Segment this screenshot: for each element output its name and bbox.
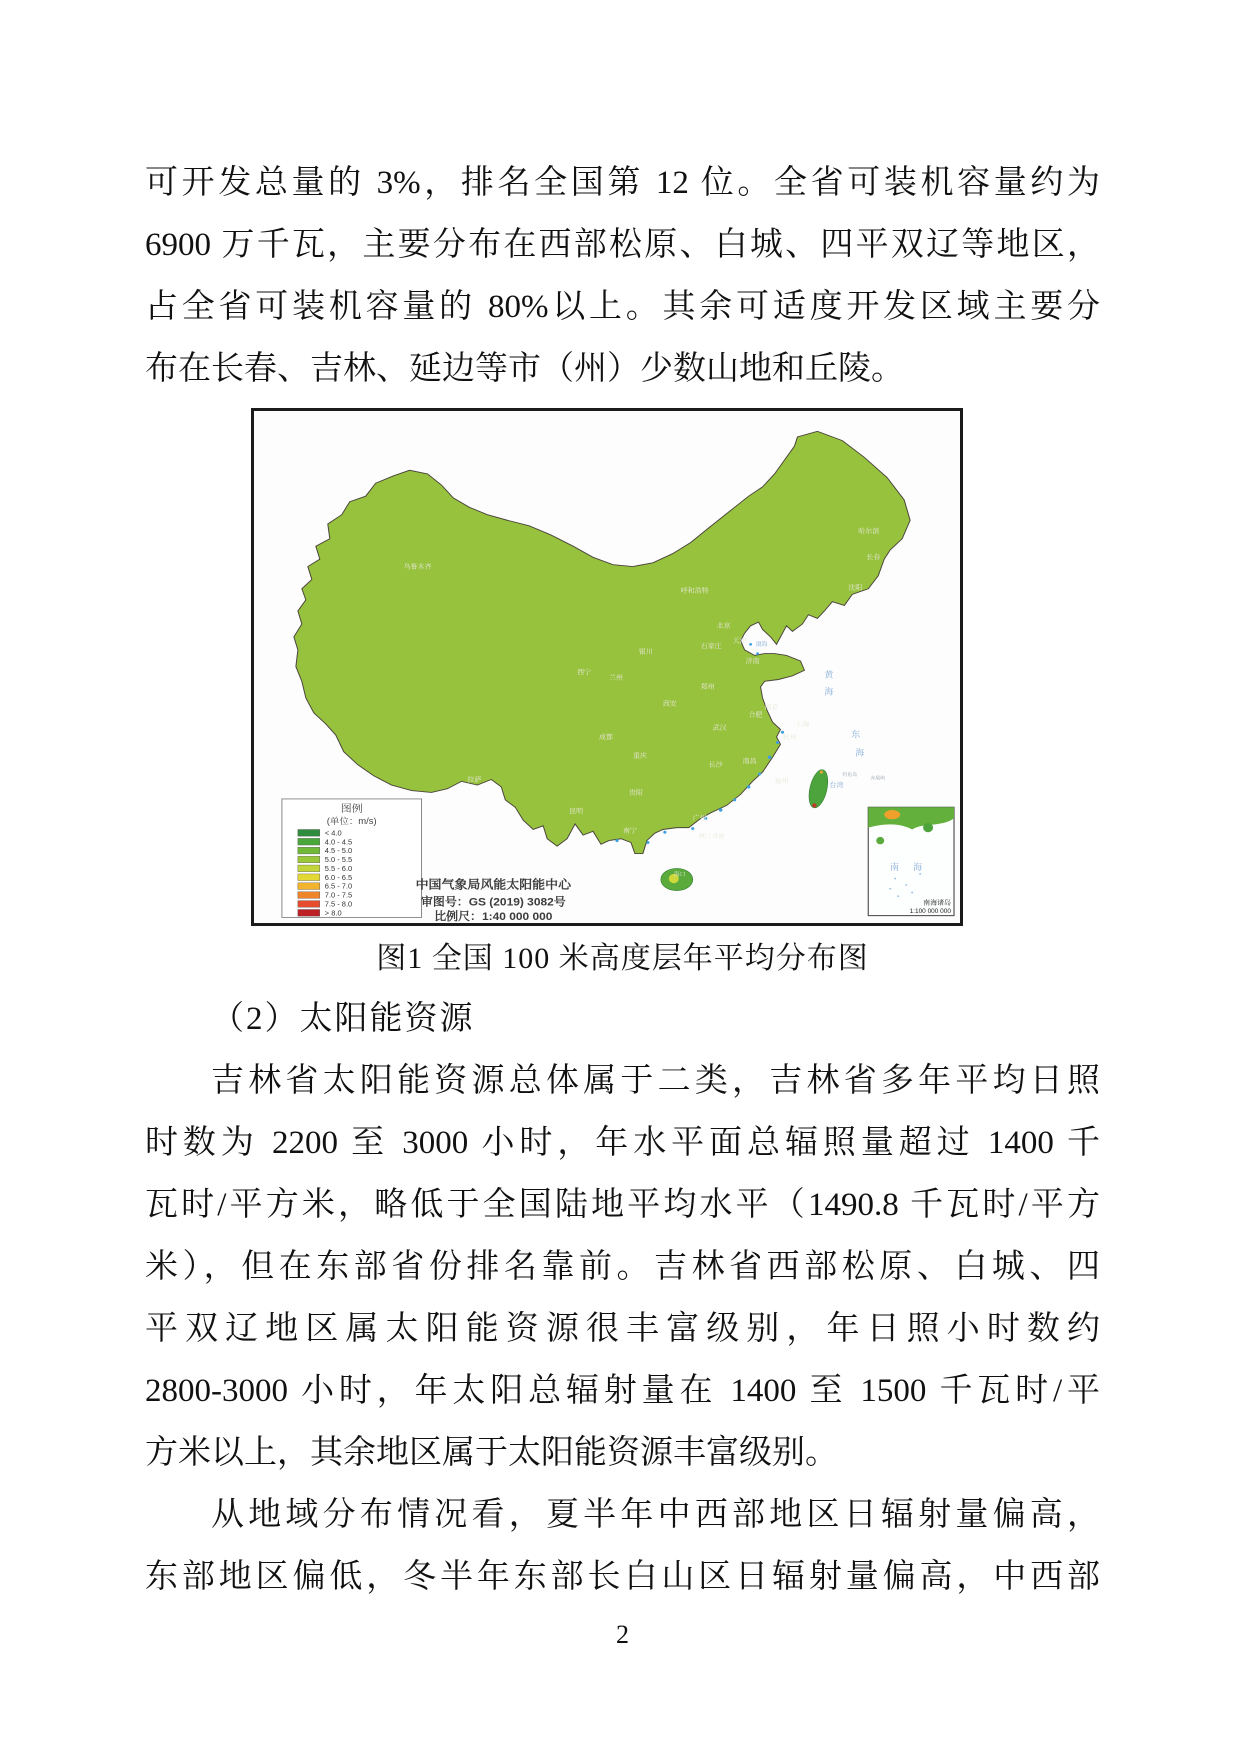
legend-unit: (单位：m/s) (326, 816, 377, 826)
map-place-label: 银川 (638, 648, 653, 656)
body-line: 时数为 2200 至 3000 小时，年水平面总辐照量超过 1400 千 (145, 1125, 1100, 1161)
legend-swatch (298, 856, 320, 863)
map-place-label: 昆明 (569, 808, 584, 815)
map-place-label: 海口 (673, 871, 686, 878)
body-line: 平双辽地区属太阳能资源很丰富级别，年日照小时数约 (145, 1311, 1100, 1347)
map-place-label: 重庆 (632, 752, 647, 760)
inset-name: 南海诸岛 (923, 899, 952, 907)
legend-label: 6.0 - 6.5 (324, 873, 353, 882)
map-place-label: 长沙 (708, 761, 723, 769)
legend-swatch (298, 874, 320, 881)
inset-scale: 1:100 000 000 (909, 908, 952, 915)
paragraph-wind (145, 152, 1100, 400)
map-place-label: 上海 (795, 720, 810, 728)
legend-swatch (298, 901, 320, 908)
map-place-label: 济南 (745, 658, 760, 665)
legend-swatch (298, 883, 320, 890)
body-line: 米），但在东部省份排名靠前。吉林省西部松原、白城、四 (145, 1249, 1100, 1285)
legend-label: 4.5 - 5.0 (324, 846, 353, 856)
map-place-label: 贵阳 (628, 789, 643, 797)
body-line: 从地域分布情况看，夏半年中西部地区日辐射量偏高， (211, 1497, 1100, 1533)
map-place-label: 海 (855, 747, 865, 758)
attribution-line: 中国气象局风能太阳能中心 (415, 878, 572, 892)
map-place-label: 拉萨 (467, 776, 482, 784)
body-line: 吉林省太阳能资源总体属于二类，吉林省多年平均日照 (211, 1063, 1100, 1099)
body-line: 东部地区偏低，冬半年东部长白山区日辐射量偏高，中西部 (145, 1559, 1100, 1595)
map-place-label: 乌鲁木齐 (403, 563, 432, 571)
map-place-label: 黄 (824, 669, 834, 680)
figure-wind-map (251, 408, 963, 926)
map-place-label: 呼和浩特 (680, 587, 709, 595)
legend-swatch (298, 909, 320, 916)
legend-title: 图例 (340, 803, 363, 815)
legend-label: 6.5 - 7.0 (324, 882, 353, 891)
map-place-label: 兰州 (608, 674, 623, 682)
map-place-label: 石家庄 (700, 643, 722, 650)
legend-label: 7.0 - 7.5 (324, 890, 353, 900)
legend-swatch (298, 829, 320, 836)
page-number: 2 (616, 1620, 629, 1649)
legend-swatch (298, 892, 320, 899)
map-place-label: 沈阳 (848, 584, 863, 592)
map-place-label: 南宁 (622, 827, 637, 835)
map-place-label: 武汉 (712, 724, 727, 732)
body-line: 方米以上，其余地区属于太阳能资源丰富级别。 (145, 1435, 838, 1471)
map-place-label: 广州 (692, 815, 707, 823)
legend-label: < 4.0 (324, 828, 342, 838)
legend-label: 4.0 - 4.5 (324, 837, 353, 847)
taiwan-island (806, 768, 831, 809)
map-place-label: 成都 (599, 733, 613, 741)
inset-sea-label: 南海 (890, 862, 937, 873)
map-place-label: 东 (851, 729, 861, 739)
legend-swatch (298, 838, 320, 845)
legend-swatch (298, 865, 320, 872)
attribution-line: 比例尺：1:40 000 000 (434, 911, 553, 923)
map-place-label: 澳门 香港 (698, 833, 725, 840)
legend-label: > 8.0 (324, 908, 342, 918)
figure-caption: 图1 全国 100 米高度层年平均分布图 (376, 942, 869, 975)
paragraph-solar (145, 1050, 1100, 1484)
map-place-label: 南京 (764, 704, 779, 712)
map-place-label: 台湾 (829, 782, 844, 789)
map-place-label: 西宁 (577, 669, 592, 676)
legend-label: 7.5 - 8.0 (324, 899, 353, 909)
map-attribution (416, 877, 572, 923)
map-place-label: 哈尔滨 (858, 528, 880, 536)
legend-label: 5.5 - 6.0 (324, 864, 353, 873)
map-place-label: 南昌 (742, 758, 757, 765)
body-line: 可开发总量的 3%，排名全国第 12 位。全省可装机容量约为 (145, 165, 1100, 201)
legend-swatch (298, 847, 320, 854)
map-place-label: 北京 (716, 622, 731, 630)
body-line: 6900 万千瓦，主要分布在西部松原、白城、四平双辽等地区， (145, 227, 1100, 263)
legend-label: 5.0 - 5.5 (324, 855, 353, 865)
map-place-label: 赤尾屿 (870, 776, 886, 782)
china-wind-map (254, 411, 960, 923)
map-place-label: 福州 (774, 778, 789, 786)
map-place-label: 渤海 (755, 642, 768, 649)
map-place-label: 长春 (866, 554, 881, 562)
map-place-label: 海 (824, 686, 834, 697)
map-place-label: 郑州 (700, 683, 715, 691)
body-line: 布在长春、吉林、延边等市（州）少数山地和丘陵。 (145, 351, 904, 387)
map-place-label: 天津 (732, 637, 747, 645)
attribution-line: 审图号：GS (2019) 3082号 (420, 896, 566, 909)
map-place-label: 西安 (662, 700, 677, 708)
south-china-sea-inset (868, 807, 954, 915)
paragraph-distribution (145, 1484, 1100, 1608)
body-line: 占全省可装机容量的 80%以上。其余可适度开发区域主要分 (145, 289, 1100, 325)
map-place-label: 合肥 (748, 711, 763, 719)
section-heading-solar: （2）太阳能资源 (211, 1001, 475, 1037)
map-legend (282, 799, 422, 918)
body-line: 2800-3000 小时，年太阳总辐射量在 1400 至 1500 千瓦时/平 (145, 1373, 1100, 1409)
body-line: 瓦时/平方米，略低于全国陆地平均水平（1490.8 千瓦时/平方 (145, 1187, 1100, 1223)
map-place-label: 杭州 (782, 733, 797, 741)
map-place-label: 钓鱼岛 (842, 772, 858, 778)
